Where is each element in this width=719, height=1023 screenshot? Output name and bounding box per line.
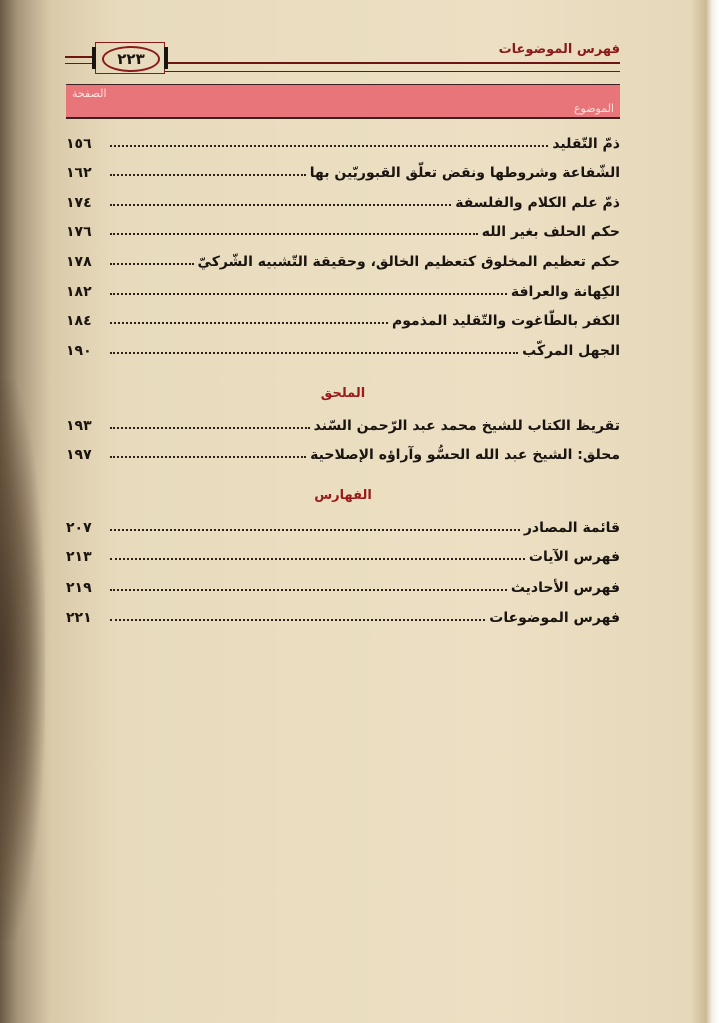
dot-leader (110, 174, 306, 176)
toc-entry (66, 602, 620, 626)
entry-title: حكم تعظيم المخلوق كتعظيم الخالق، وحقيقة التّشبيه الشّركيّ (197, 254, 620, 270)
entry-page: ١٨٤ (66, 313, 92, 329)
dot-leader (110, 589, 507, 591)
entry-page: ٢١٣ (66, 549, 92, 565)
entry-page: ١٦٢ (66, 165, 92, 181)
entry-page: ١٩٧ (66, 447, 92, 463)
entry-page: ١٧٨ (66, 254, 92, 270)
entry-page: ١٧٤ (66, 195, 92, 211)
toc-entry (66, 410, 620, 434)
table-header-bar (66, 84, 620, 119)
entry-title: الكِهانة والعرافة (510, 284, 620, 300)
toc-entry (66, 439, 620, 463)
page-number: ٢٢٣ (102, 46, 160, 72)
dot-leader (110, 322, 388, 324)
toc-entry (66, 335, 620, 359)
column-subject: الموضوع (573, 102, 614, 115)
entry-page: ١٩٣ (66, 418, 92, 434)
entry-title: الجهل المركّب (522, 343, 620, 359)
toc-entry (66, 128, 620, 152)
header-rule-left (65, 56, 93, 64)
entry-title: الكفر بالطّاغوت والتّقليد المذموم (392, 313, 620, 329)
dot-leader (110, 456, 306, 458)
entry-title: قائمة المصادر (523, 520, 620, 536)
entry-page: ١٨٢ (66, 284, 92, 300)
column-page: الصفحة (72, 87, 107, 100)
entry-title: محلق: الشيخ عبد الله الحسُّو وآراؤه الإصلاحية (310, 447, 620, 463)
entry-title: حكم الحلف بغير الله (481, 224, 620, 240)
entry-title: فهرس الموضوعات (489, 610, 620, 626)
entry-page: ٢١٩ (66, 580, 92, 596)
entry-title: فهرس الآيات (528, 549, 620, 565)
dot-leader (110, 233, 478, 235)
entry-title: ذمّ التّقليد (552, 136, 620, 152)
dot-leader (110, 263, 194, 265)
dot-leader (110, 352, 518, 354)
section-heading-appendix: الملحق (320, 386, 366, 401)
entry-title: تقريظ الكتاب للشيخ محمد عبد الرّحمن السّند (313, 418, 620, 434)
toc-entry (66, 572, 620, 596)
page-edge-shadow (0, 380, 45, 940)
entry-title: فهرس الأحاديث (510, 580, 620, 596)
toc-entry (66, 541, 620, 565)
entry-page: ٢٢١ (66, 610, 92, 626)
toc-entry (66, 187, 620, 211)
entry-title: ذمّ علم الكلام والفلسفة (455, 195, 620, 211)
dot-leader (110, 293, 507, 295)
toc-entry (66, 512, 620, 536)
entry-page: ٢٠٧ (66, 520, 92, 536)
header-rule (165, 62, 620, 72)
section-heading-indexes: الفهارس (314, 488, 372, 503)
dot-leader (110, 145, 548, 147)
header-title: فهرس الموضوعات (498, 42, 620, 57)
toc-entry (66, 305, 620, 329)
toc-entry (66, 246, 620, 270)
toc-entry (66, 216, 620, 240)
entry-page: ١٩٠ (66, 343, 92, 359)
dot-leader (110, 427, 310, 429)
dot-leader (110, 619, 485, 621)
toc-entry (66, 276, 620, 300)
dot-leader (110, 558, 525, 560)
running-header (65, 40, 620, 76)
dot-leader (110, 204, 451, 206)
entry-page: ١٧٦ (66, 224, 92, 240)
entry-page: ١٥٦ (66, 136, 92, 152)
dot-leader (110, 529, 520, 531)
entry-title: الشّفاعة وشروطها ونقض تعلّق القبوريّين بها (309, 165, 620, 181)
page-number-frame (95, 42, 165, 74)
toc-entry (66, 157, 620, 181)
